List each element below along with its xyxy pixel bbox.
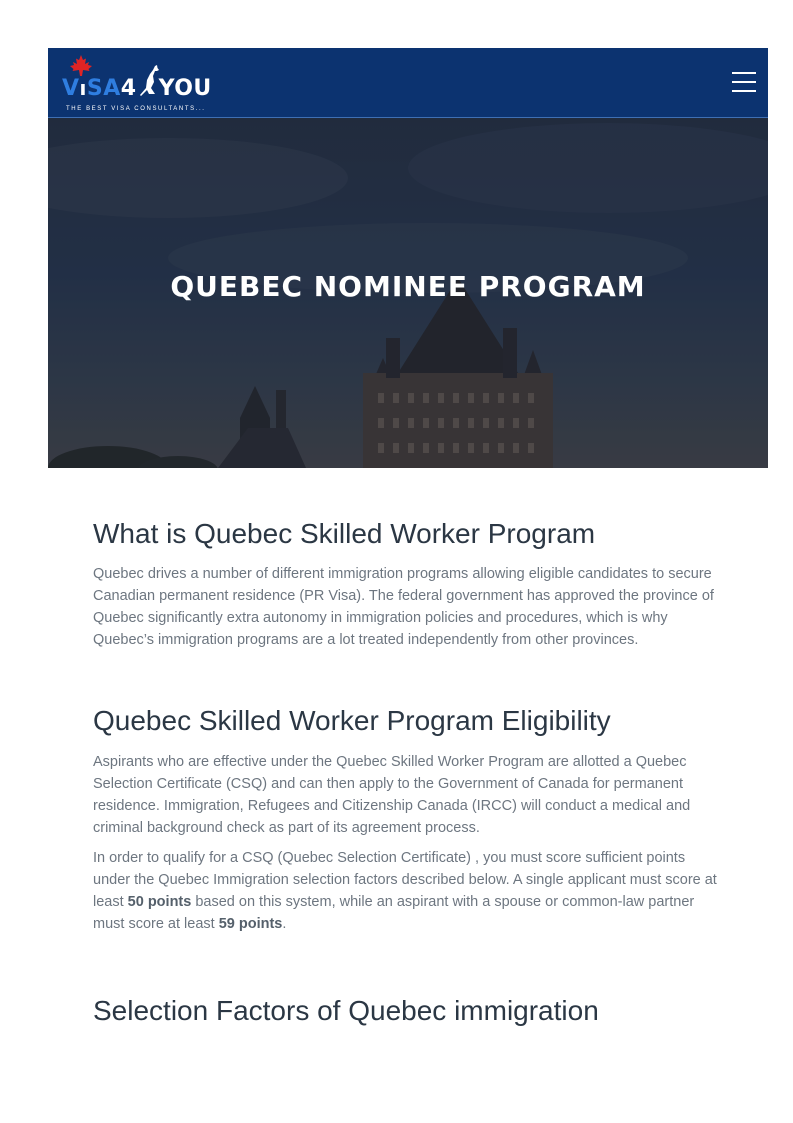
section-paragraph: Quebec drives a number of different immigration programs allowing eligible candidates to secure Canadian permanent residence (PR Visa). The federal government has approved the province of Quebec significantly extra autonomy in immigration policies and procedures, which is why Quebec’s immigration programs are a lot treated independently from other provinces.	[93, 566, 714, 648]
maple-leaf-icon	[68, 54, 94, 78]
main-content	[93, 516, 717, 1029]
section-paragraph: Aspirants who are effective under the Quebec Skilled Worker Program are allotted a Quebec Selection Certificate (CSQ) and can then apply to the Government of Canada for permanent residence. Immigration, Refugees and Citizenship Canada (IRCC) will conduct a medical and criminal background check as part of its agreement process.	[93, 754, 691, 836]
page-title: QUEBEC NOMINEE PROGRAM	[170, 270, 646, 303]
menu-button[interactable]	[732, 72, 756, 92]
section-heading-selection-factors: Selection Factors of Quebec immigration	[93, 995, 599, 1026]
kangaroo-icon	[139, 64, 163, 98]
page-frame	[48, 48, 768, 468]
site-logo[interactable]	[62, 54, 222, 114]
couple-points: 59 points	[218, 916, 283, 932]
section-heading-what-is: What is Quebec Skilled Worker Program	[93, 518, 596, 549]
logo-tagline: THE BEST VISA CONSULTANTS...	[66, 106, 206, 112]
hamburger-menu-icon	[732, 72, 756, 92]
single-points: 50 points	[127, 894, 192, 910]
section-heading-eligibility: Quebec Skilled Worker Program Eligibility	[93, 705, 611, 736]
navbar	[48, 48, 768, 118]
hero-banner	[48, 118, 768, 468]
section-paragraph-points: In order to qualify for a CSQ (Quebec Selection Certificate) , you must score sufficient points under the Quebec Immigration selection factors described below. A single applicant must score at least 50 points based on this system, while an aspirant with a spouse or common-law partner must score at least 59 points.	[93, 850, 717, 932]
logo-wordmark: VıSA4 YOU	[62, 76, 212, 101]
